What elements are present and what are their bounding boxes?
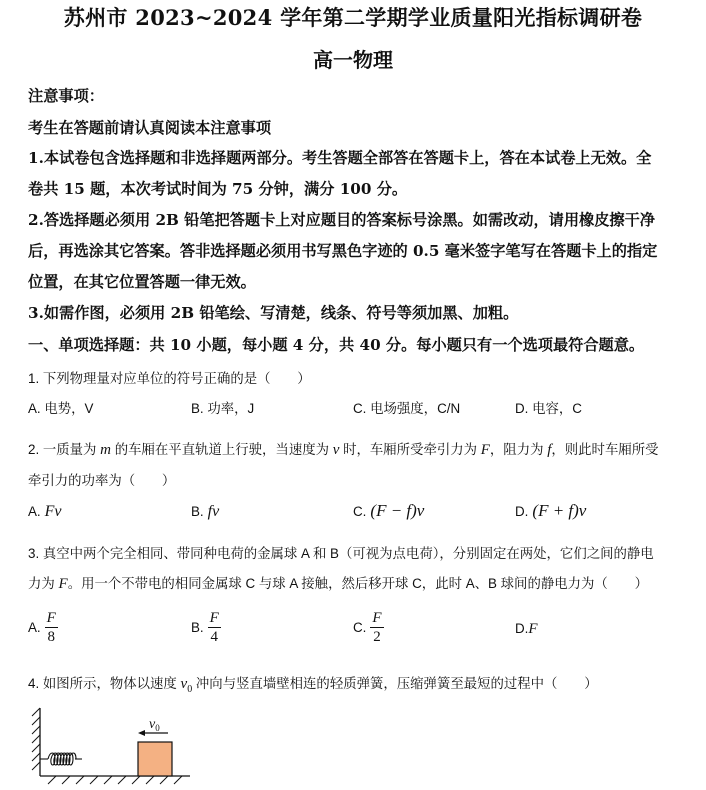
notice-item-1-line-1: 1.本试卷包含选择题和非选择题两部分。考生答题全部答在答题卡上，答在本试卷上无效。全 xyxy=(28,149,652,167)
q2-option-b xyxy=(191,503,219,521)
q3-option-b-label: B. xyxy=(191,620,204,635)
q3-option-d xyxy=(515,620,538,638)
q2-option-a xyxy=(28,503,62,521)
q3-stem-line-1: 3. 真空中两个完全相同、带同种电荷的金属球 A 和 B（可视为点电荷），分别固定在两处，它们之间的静电 xyxy=(28,546,654,561)
velocity-label-sub: 0 xyxy=(155,723,160,733)
q2-var-v: v xyxy=(332,442,340,458)
q2-option-c-label: C. xyxy=(353,504,367,519)
q2-text-3: 时，车厢所受牵引力为 xyxy=(339,442,481,457)
q2-option-d xyxy=(515,501,586,521)
q3-option-a-fraction xyxy=(45,610,58,645)
q3-option-b-denominator: 4 xyxy=(210,629,218,645)
q1-option-a: A. 电势，V xyxy=(28,401,94,416)
q4-text-1: 4. 如图所示，物体以速度 xyxy=(28,676,181,691)
q2-option-d-expr: (F + f)v xyxy=(532,501,587,520)
q4-var-v0 xyxy=(180,676,193,695)
q2-option-c xyxy=(353,501,424,521)
q2-option-a-expr: Fv xyxy=(44,503,62,520)
q3-option-a-label: A. xyxy=(28,620,41,635)
q4-var-v-sub: 0 xyxy=(187,684,193,695)
q2-option-a-label: A. xyxy=(28,504,41,519)
q2-option-d-label: D. xyxy=(515,504,529,519)
q3-option-c-numerator: F xyxy=(372,610,382,626)
q3-option-d-expr: F xyxy=(528,621,538,637)
q3-option-a xyxy=(28,610,58,645)
q3-option-c-denominator: 2 xyxy=(373,629,381,645)
q1-option-d: D. 电容，C xyxy=(515,401,582,416)
notice-item-1-line-2: 卷共 15 题，本次考试时间为 75 分钟，满分 100 分。 xyxy=(28,180,408,198)
q4-text-2: 冲向与竖直墙壁相连的轻质弹簧，压缩弹簧至最短的过程中（ ） xyxy=(192,676,598,691)
spring-block-figure xyxy=(28,700,198,785)
q3-option-b-fraction xyxy=(208,610,221,645)
q2-option-b-expr: fv xyxy=(207,503,220,520)
q2-text-4: ，阻力为 xyxy=(489,442,548,457)
notice-item-2-line-1: 2.答选择题必须用 2B 铅笔把答题卡上对应题目的答案标号涂黑。如需改动，请用橡皮擦干净 xyxy=(28,211,655,229)
q3-option-a-numerator: F xyxy=(46,610,56,626)
q2-var-f: f xyxy=(547,442,552,458)
q3-stem-line-2 xyxy=(28,573,648,593)
q3-option-c-label: C. xyxy=(353,620,367,635)
q2-option-c-expr: (F − f)v xyxy=(370,501,425,520)
q3-var-F: F xyxy=(58,576,68,592)
q2-var-m: m xyxy=(100,442,112,458)
q2-var-F: F xyxy=(480,442,490,458)
wall-icon xyxy=(32,708,40,776)
q1-stem: 1. 下列物理量对应单位的符号正确的是（ ） xyxy=(28,371,311,386)
q2-text-5: ，则此时车厢所受 xyxy=(551,442,659,457)
q3-option-d-label: D. xyxy=(515,621,529,636)
q2-text-2: 的车厢在平直轨道上行驶，当速度为 xyxy=(111,442,333,457)
q2-stem-line-1 xyxy=(28,439,659,459)
exam-title: 苏州市 2023~2024 学年第二学期学业质量阳光指标调研卷 xyxy=(63,5,643,30)
q3-option-b-numerator: F xyxy=(209,610,219,626)
notice-intro: 考生在答题前请认真阅读本注意事项 xyxy=(28,119,271,137)
q2-option-b-label: B. xyxy=(191,504,204,519)
q3-option-a-denominator: 8 xyxy=(47,629,55,645)
q3-text-1: 力为 xyxy=(28,576,59,591)
notice-heading: 注意事项： xyxy=(28,87,104,105)
q3-option-c xyxy=(353,610,384,645)
velocity-label xyxy=(149,717,160,733)
q2-stem-line-2: 牵引力的功率为（ ） xyxy=(28,473,176,488)
q1-option-b: B. 功率，J xyxy=(191,401,255,416)
notice-item-2-line-3: 位置，在其它位置答题一律无效。 xyxy=(28,273,256,291)
notice-item-3: 3.如需作图，必须用 2B 铅笔绘、写清楚，线条、符号等须加黑、加粗。 xyxy=(28,304,519,322)
q3-option-c-fraction xyxy=(370,610,383,645)
q4-var-v: v xyxy=(180,676,188,692)
q1-option-c: C. 电场强度，C/N xyxy=(353,401,461,416)
floor-icon xyxy=(40,776,190,784)
velocity-label-v: v xyxy=(149,717,156,732)
q4-stem xyxy=(28,673,598,695)
exam-subtitle: 高一物理 xyxy=(313,48,393,72)
notice-item-2-line-2: 后，再选涂其它答案。答非选择题必须用书写黑色字迹的 0.5 毫米签字笔写在答题卡上的指定 xyxy=(28,242,658,260)
q2-text-1: 2. 一质量为 xyxy=(28,442,101,457)
section-1-heading: 一、单项选择题：共 10 小题，每小题 4 分，共 40 分。每小题只有一个选项最符合题意。 xyxy=(28,336,645,354)
block-icon xyxy=(138,742,172,776)
q3-text-2: 。用一个不带电的相同金属球 C 与球 A 接触，然后移开球 C，此时 A、B 球间的静电力为（ ） xyxy=(67,576,648,591)
q3-option-b xyxy=(191,610,221,645)
spring-icon xyxy=(40,753,82,765)
